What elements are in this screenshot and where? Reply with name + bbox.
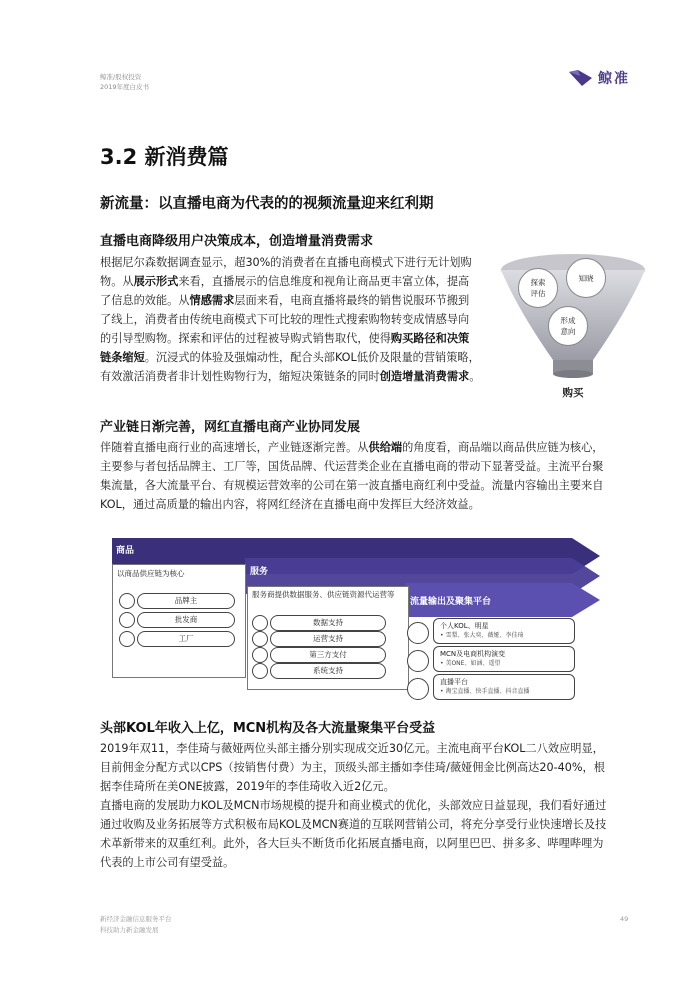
- sec2-line: 主要参与者包括品牌主、工厂等，国货品牌、代运营类企业在直播电商的带动下显著受益。主流平台聚: [100, 460, 604, 473]
- header-line1: 鲸准/股权投资: [100, 73, 142, 81]
- sec3-line: 代表的上市公司有望受益。: [100, 856, 235, 869]
- emphasis-text: 展示形式: [133, 275, 179, 288]
- footer-line2: 科技助力新金融发展: [100, 926, 159, 934]
- emphasis-text: 链条缩短: [100, 351, 145, 364]
- whale-logo-icon: [568, 68, 594, 88]
- pill-marker-icon: [119, 631, 135, 647]
- sec1-line: 了信息的效能。从情感需求层面来看，电商直播将最终的销售说服环节搬到: [100, 294, 470, 307]
- industry-chain-diagram: [110, 518, 600, 708]
- pill-marker-icon: [252, 631, 268, 647]
- pill-marker-icon: [252, 663, 268, 679]
- sec1-line: 物。从展示形式来看，直播展示的信息维度和视角让商品更丰富立体，提高: [100, 275, 470, 288]
- traffic-item-title: 直播平台: [440, 678, 468, 686]
- sec2-line: 伴随着直播电商行业的高速增长，产业链逐渐完善。从供给端的角度看，商品端以商品供应链为核心，: [100, 441, 604, 454]
- funnel-purchase-label: 购买: [562, 387, 584, 399]
- sec3-line: 术革新带来的双重红利。此外，各大巨头不断货币化拓展直播电商，以阿里巴巴、拼多多、哔哩哔哩为: [100, 837, 604, 850]
- sec1-heading: 直播电商降级用户决策成本，创造增量消费需求: [100, 234, 374, 249]
- funnel-diagram: [498, 250, 648, 400]
- brand-logo: [568, 66, 648, 90]
- sec3-line: 通过收购及业务拓展等方式积极布局KOL及MCN赛道的互联网营销公司，将充分享受行业快速增长及技: [100, 818, 607, 831]
- traffic-item-sub: • 美ONE、如涵、遥望: [440, 660, 501, 667]
- header-line2: 2019年度白皮书: [100, 83, 150, 91]
- footer-line1: 新经济金融信息服务平台: [100, 915, 172, 923]
- pill-marker-icon: [407, 678, 429, 700]
- traffic-item: [433, 618, 575, 644]
- service-item: 运营支持: [270, 631, 386, 647]
- band-goods-panel: [112, 564, 246, 678]
- pill-marker-icon: [252, 615, 268, 631]
- sec3-body: [100, 739, 630, 872]
- funnel-aware-circle: 知晓: [566, 258, 606, 298]
- service-item: 数据支持: [270, 615, 386, 631]
- sec1-line: 根据尼尔森数据调查显示，超30%的消费者在直播电商模式下进行无计划购: [100, 256, 472, 269]
- band-service-desc: 服务商提供数据服务、供应链资源代运营等: [252, 590, 395, 599]
- goods-item: 批发商: [137, 612, 235, 628]
- sec1-line: 有效激活消费者非计划性购物行为，缩短决策链条的同时创造增量消费需求。: [100, 370, 481, 383]
- funnel-explore-circle: 探索 评估: [518, 268, 558, 308]
- sec3-heading: 头部KOL年收入上亿，MCN机构及各大流量聚集平台受益: [100, 721, 436, 736]
- pill-marker-icon: [119, 593, 135, 609]
- sec1-line: 链条缩短。沉浸式的体验及强煽动性，配合头部KOL低价及限量的营销策略，: [100, 351, 480, 364]
- sec1-body: [100, 253, 510, 386]
- traffic-item-sub: • 淘宝直播、快手直播、抖音直播: [440, 688, 530, 695]
- logo-text: 鲸准: [598, 71, 630, 87]
- band-traffic-panel: [407, 614, 572, 706]
- sec1-line: 了线上，消费者由传统电商模式下可比较的理性式搜索购物转变成情感导向: [100, 313, 470, 326]
- pill-marker-icon: [252, 647, 268, 663]
- band-traffic-title: 流量输出及聚集平台: [410, 597, 492, 607]
- sec2-line: KOL，通过高质量的输出内容，将网红经济在直播电商中发挥巨大经济效益。: [100, 498, 480, 511]
- emphasis-text: 供给端: [368, 441, 403, 454]
- sec3-line: 2019年双11，李佳琦与薇娅两位头部主播分别实现成交近30亿元。主流电商平台KOL二八效应明显，: [100, 742, 604, 755]
- goods-item: 品牌主: [137, 593, 235, 609]
- sec3-line: 直播电商的发展助力KOL及MCN市场规模的提升和商业模式的优化，头部效应日益显现，我们看好通过: [100, 799, 607, 812]
- band-service-panel: [247, 586, 409, 690]
- sec2-heading: 产业链日渐完善，网红直播电商产业协同发展: [100, 420, 361, 435]
- emphasis-text: 创造增量消费需求: [379, 370, 470, 383]
- page-subtitle: 新流量：以直播电商为代表的的视频流量迎来红利期: [100, 196, 434, 212]
- pill-marker-icon: [407, 650, 429, 672]
- page-number: 49: [620, 915, 629, 923]
- sec1-line: 的引导型购物。探索和评估的过程被导购式销售取代，使得购买路径和决策: [100, 332, 470, 345]
- traffic-item: [433, 646, 575, 672]
- traffic-item: [433, 674, 575, 700]
- band-goods-title: 商品: [116, 546, 135, 556]
- sec3-line: 据李佳琦所在美ONE披露，2019年的李佳琦收入近2亿元。: [100, 780, 395, 793]
- band-service-title: 服务: [250, 567, 269, 577]
- service-item: 第三方支付: [270, 647, 386, 663]
- emphasis-text: 购买路径和决策: [390, 332, 470, 345]
- traffic-item-sub: • 雪梨、张大奕、薇娅、李佳琦: [440, 632, 524, 639]
- sec2-body: [100, 438, 620, 514]
- section-title: 3.2 新消费篇: [100, 145, 229, 169]
- band-goods-desc: 以商品供应链为核心: [117, 569, 185, 578]
- pill-marker-icon: [119, 612, 135, 628]
- goods-item: 工厂: [137, 631, 235, 647]
- sec3-line: 目前佣金分配方式以CPS（按销售付费）为主，顶级头部主播如李佳琦/薇娅佣金比例高达20-40%，根: [100, 761, 605, 774]
- sec2-line: 集流量，各大流量平台、有规模运营效率的公司在第一波直播电商红利中受益。流量内容输出主要来自: [100, 479, 604, 492]
- emphasis-text: 情感需求: [189, 294, 235, 307]
- pill-marker-icon: [407, 622, 429, 644]
- funnel-intent-circle: 形成 意向: [548, 306, 588, 346]
- traffic-item-title: MCN及电商机构演变: [440, 650, 506, 658]
- traffic-item-title: 个人KOL、明星: [440, 622, 489, 630]
- service-item: 系统支持: [270, 663, 386, 679]
